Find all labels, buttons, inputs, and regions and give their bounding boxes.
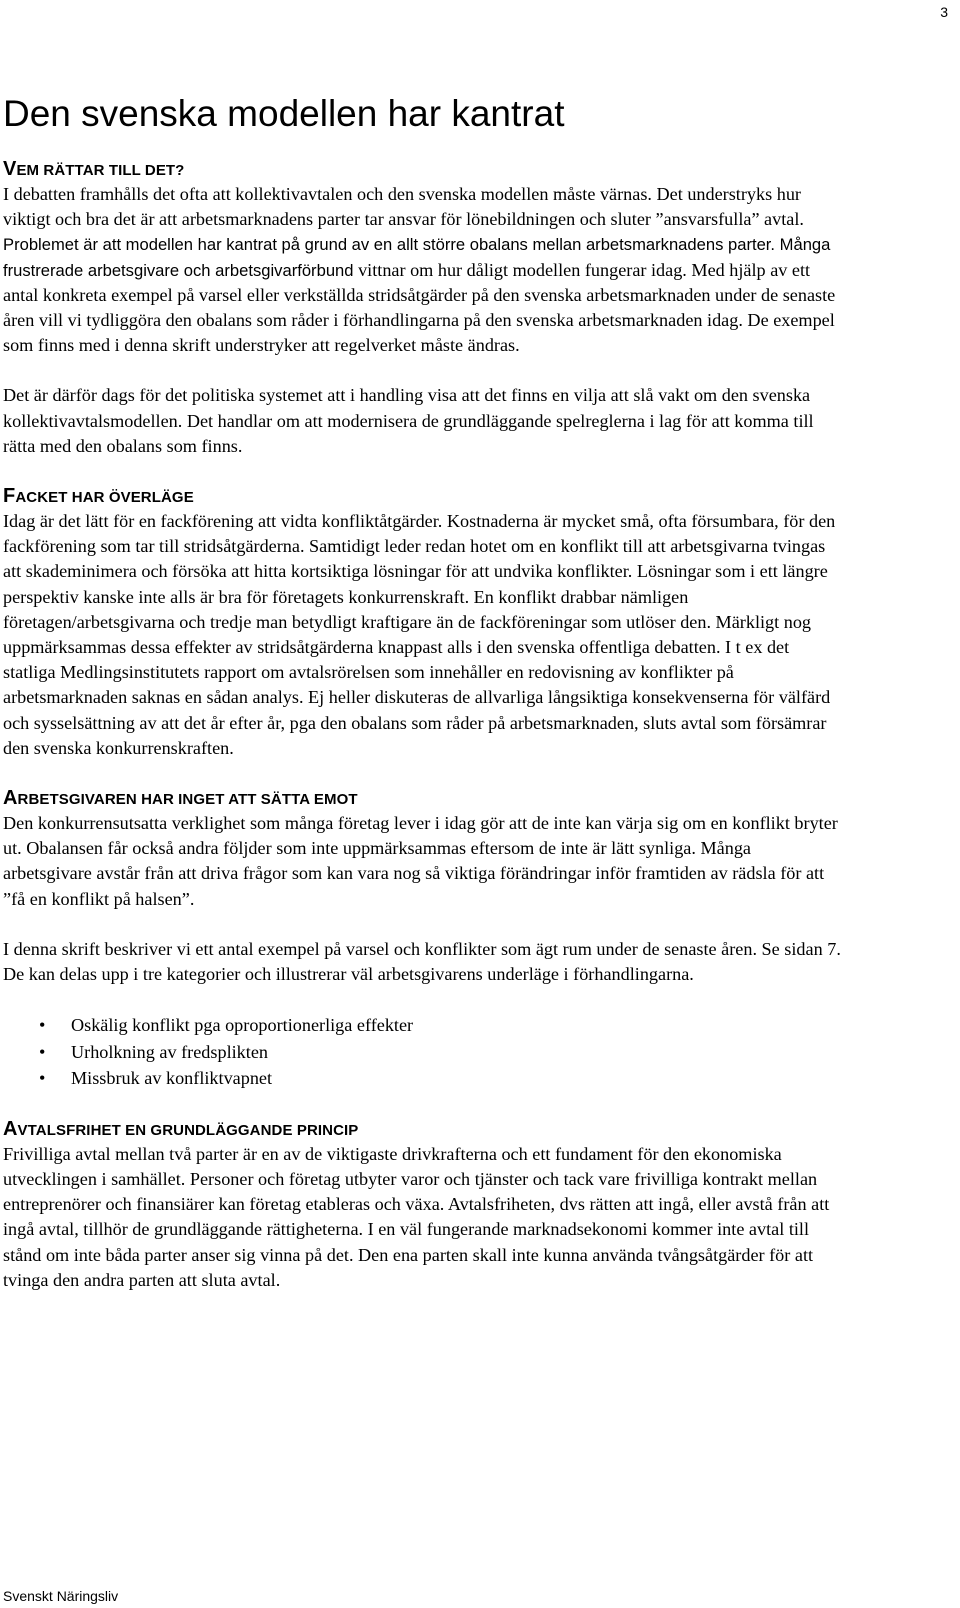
heading-rest: EM RÄTTAR TILL DET?: [16, 162, 185, 179]
heading-initial: A: [3, 1117, 18, 1140]
paragraph: [3, 182, 843, 358]
paragraph: Det är därför dags för det politiska systemet att i handling visa att det finns en vilja att slå vakt om den svenska kollektivavtalsmodellen. Det handlar om att modernisera de grundläggande spelreglerna i lag för att komma till rätta med den obalans som finns.: [3, 385, 814, 456]
section-heading-avtalsfrihet: [3, 1118, 843, 1142]
paragraph-text: vittnar om hur dåligt modellen fungerar idag. Med hjälp av ett antal konkreta exempel på varsel eller verkställda stridsåtgärder på den svenska arbetsmarknaden under de senaste åren vill vi tydliggöra den obalans som råder i förhandlingarna på den svenska arbetsmarknaden idag. De exempel som finns med i denna skrift understryker att regelverket måste ändras.: [3, 259, 836, 356]
bullet-icon: •: [39, 1015, 46, 1036]
list-item-text: Oskälig konflikt pga oproportionerliga effekter: [71, 1015, 414, 1036]
section-heading-arbetsgivaren: [3, 787, 843, 811]
bullet-icon: •: [39, 1068, 46, 1089]
heading-initial: V: [3, 158, 17, 180]
document-title: Den svenska modellen har kantrat: [3, 93, 565, 134]
list-item: [3, 1012, 843, 1039]
list-item: [3, 1039, 843, 1066]
paragraph-text-sans: Problemet är att modellen har kantrat på grund av en allt större obalans mellan arbetsmarknadens parter. Många frustrerade arbetsgivare och arbetsgivarförbund: [3, 235, 831, 280]
footer-organization: Svenskt Näringsliv: [3, 1588, 119, 1604]
paragraph: Frivilliga avtal mellan två parter är en av de viktigaste drivkrafterna och ett fundament för den ekonomiska utvecklingen i samhället. Personer och företag utbyter varor och tjänster och tack vare frivilliga kontrakt mellan entreprenörer och finansiärer kan företag etableras och växa. Avtalsfriheten, dvs rätten att ingå, eller avstå från att ingå avtal, tillhör de grundläggande rättigheterna. I en väl fungerande marknadsekonomi kommer inte avtal till stånd om inte båda parter anser sig vinna på det. Den ena parten skall inte kunna använda tvångsåtgärder för att tvinga den andra parten att sluta avtal.: [3, 1143, 830, 1290]
bullet-list: [3, 1012, 843, 1092]
section-heading-vem-rattar: [3, 158, 843, 182]
document-body: [3, 92, 843, 1293]
paragraph: Idag är det lätt för en fackförening att vidta konfliktåtgärder. Kostnaderna är mycket små, ofta försumbara, för den fackförening som tar till stridsåtgärderna. Samtidigt leder redan hotet om en konflikt till att arbetsgivarna tvingas att skademinimera och försöka att hitta kortsiktiga lösningar för att undvika konflikter. Lösningar som i ett längre perspektiv kanske inte alls är bra för företagets konkurrenskraft. En konflikt drabbar nämligen företagen/arbetsgivarna och tredje man betydligt kraftigare än de fackföreningar som utlöser den. Märkligt nog uppmärksammas dessa effekter av stridsåtgärderna knappast alls i den svenska offentliga debatten. I t ex det statliga Medlingsinstitutets rapport om avtalsrörelsen som innehåller en redovisning av konflikter på arbetsmarknaden saknas en sådan analys. Ej heller diskuteras de allvarliga långsiktiga konsekvenserna för välfärd och sysselsättning av att det år efter år, pga den obalans som råder på arbetsmarknaden, sluts avtal som försämrar den svenska konkurrenskraften.: [3, 511, 836, 758]
section-heading-facket: [3, 485, 843, 509]
heading-rest: ACKET HAR ÖVERLÄGE: [15, 489, 194, 507]
heading-initial: F: [3, 485, 16, 508]
page-number: 3: [940, 4, 948, 20]
heading-rest: VTALSFRIHET EN GRUNDLÄGGANDE PRINCIP: [17, 1121, 359, 1139]
heading-initial: A: [3, 787, 18, 810]
list-item-text: Urholkning av fredsplikten: [71, 1041, 268, 1062]
list-item-text: Missbruk av konfliktvapnet: [71, 1068, 273, 1089]
paragraph: I denna skrift beskriver vi ett antal exempel på varsel och konflikter som ägt rum under de senaste åren. Se sidan 7. De kan delas upp i tre kategorier och illustrerar väl arbetsgivarens underläge i förhandlingarna.: [3, 938, 841, 985]
list-item: [3, 1065, 843, 1092]
bullet-icon: •: [39, 1041, 46, 1062]
paragraph-text: I debatten framhålls det ofta att kollektivavtalen och den svenska modellen måste värnas. Det understryks hur viktigt och bra det är att arbetsmarknadens parter tar ansvar för lönebildningen och sluter ”ansvarsfulla” avtal.: [3, 184, 804, 230]
paragraph: Den konkurrensutsatta verklighet som många företag lever i idag gör att de inte kan värja sig om en konflikt bryter ut. Obalansen får också andra följder som inte uppmärksammas eftersom de inte är lätt synliga. Många arbetsgivare avstår från att driva frågor som kan vara nog så viktiga förändringar inför framtiden av rädsla för att ”få en konflikt på halsen”.: [3, 813, 838, 909]
heading-rest: RBETSGIVAREN HAR INGET ATT SÄTTA EMOT: [17, 791, 358, 809]
